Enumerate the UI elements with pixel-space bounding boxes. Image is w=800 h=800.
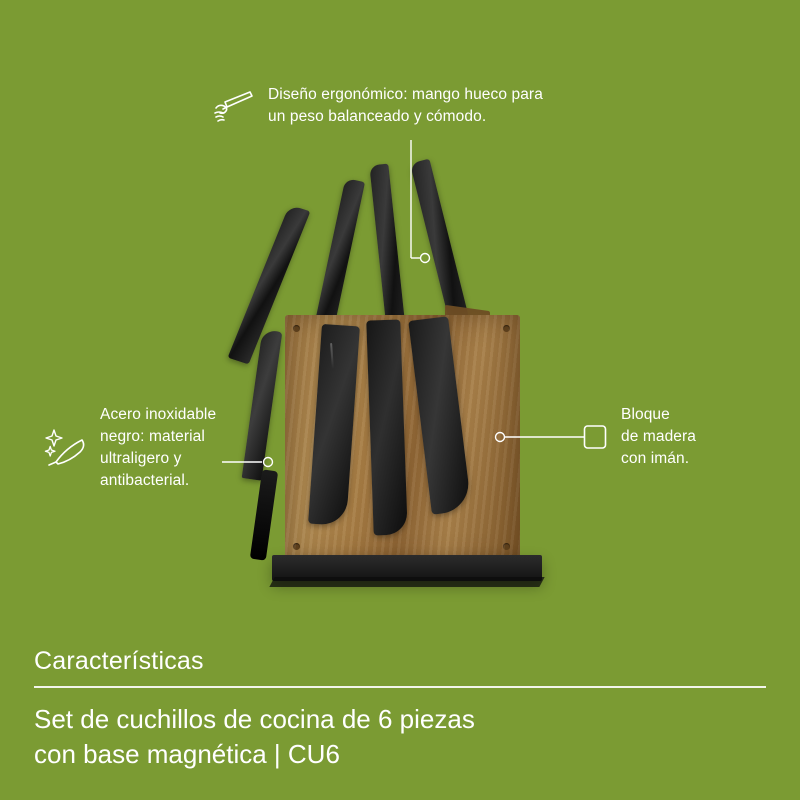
- block-base-shadow: [269, 577, 544, 587]
- footer-title-line-1: Set de cuchillos de cocina de 6 piezas: [34, 703, 475, 734]
- product-illustration: [230, 150, 570, 620]
- footer-divider: [34, 686, 766, 688]
- knife-paring-left: [238, 330, 298, 560]
- callout-text-line: con imán.: [621, 450, 690, 467]
- screw-icon: [503, 543, 510, 550]
- square-block-icon: [583, 422, 609, 450]
- callout-text-line: Bloque: [621, 406, 670, 423]
- callout-text-line: de madera: [621, 428, 697, 445]
- knife-santoku-front: [420, 318, 510, 513]
- callout-text-line: Diseño ergonómico: mango hueco para: [268, 86, 543, 103]
- callout-magnetic-wood-block: [583, 404, 773, 470]
- footer: [0, 647, 800, 800]
- footer-kicker: Características: [34, 647, 204, 676]
- hand-holding-knife-icon: [212, 86, 254, 126]
- callout-text-line: un peso balanceado y cómodo.: [268, 108, 487, 125]
- callout-black-stainless-steel: [42, 404, 242, 492]
- footer-title-line-2: con base magnética | CU6: [34, 738, 340, 769]
- callout-ergonomic-design: [212, 84, 612, 128]
- sparkle-knife-icon: [42, 418, 90, 470]
- callout-text-line: negro: material: [100, 428, 205, 445]
- callout-text-line: Acero inoxidable: [100, 406, 217, 423]
- callout-text-line: antibacterial.: [100, 472, 190, 489]
- callout-text-line: ultraligero y: [100, 450, 182, 467]
- footer-title: [34, 702, 766, 772]
